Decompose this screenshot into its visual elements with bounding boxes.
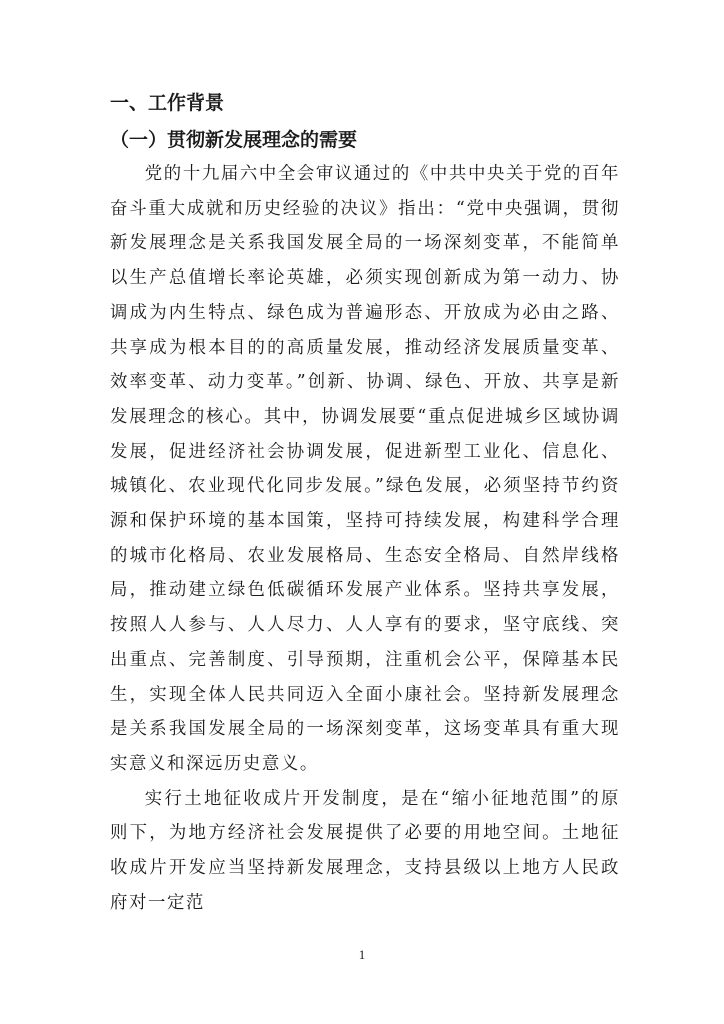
body-paragraph: 党的十九届六中全会审议通过的《中共中央关于党的百年奋斗重大成就和历史经验的决议》指出：“党中央强调，贯彻新发展理念是关系我国发展全局的一场深刻变革，不能简单以生产总值增长率论英雄，必须实现创新成为第一动力、协调成为内生特点、绿色成为普遍形态、开放成为必由之路、共享成为根本目的的高质量发展，推动经济发展质量变革、效率变革、动力变革。”创新、协调、绿色、开放、共享是新发展理念的核心。其中，协调发展要“重点促进城乡区域协调发展，促进经济社会协调发展，促进新型工业化、信息化、城镇化、农业现代化同步发展。”绿色发展，必须坚持节约资源和保护环境的基本国策，坚持可持续发展，构建科学合理的城市化格局、农业发展格局、生态安全格局、自然岸线格局，推动建立绿色低碳循环发展产业体系。坚持共享发展，按照人人参与、人人尽力、人人享有的要求，坚守底线、突出重点、完善制度、引导预期，注重机会公平，保障基本民生，实现全体人民共同迈入全面小康社会。坚持新发展理念是关系我国发展全局的一场深刻变革，这场变革具有重大现实意义和深远历史意义。 xyxy=(110,164,620,774)
document-body xyxy=(110,93,620,920)
section-heading: 一、工作背景 xyxy=(110,92,225,114)
body-paragraph: 实行土地征收成片开发制度，是在“缩小征地范围”的原则下，为地方经济社会发展提供了必要的用地空间。土地征收成片开发应当坚持新发展理念，支持县级以上地方人民政府对一定范 xyxy=(110,788,620,913)
page-number: 1 xyxy=(358,947,366,962)
subsection-heading: （一）贯彻新发展理念的需要 xyxy=(110,129,358,151)
